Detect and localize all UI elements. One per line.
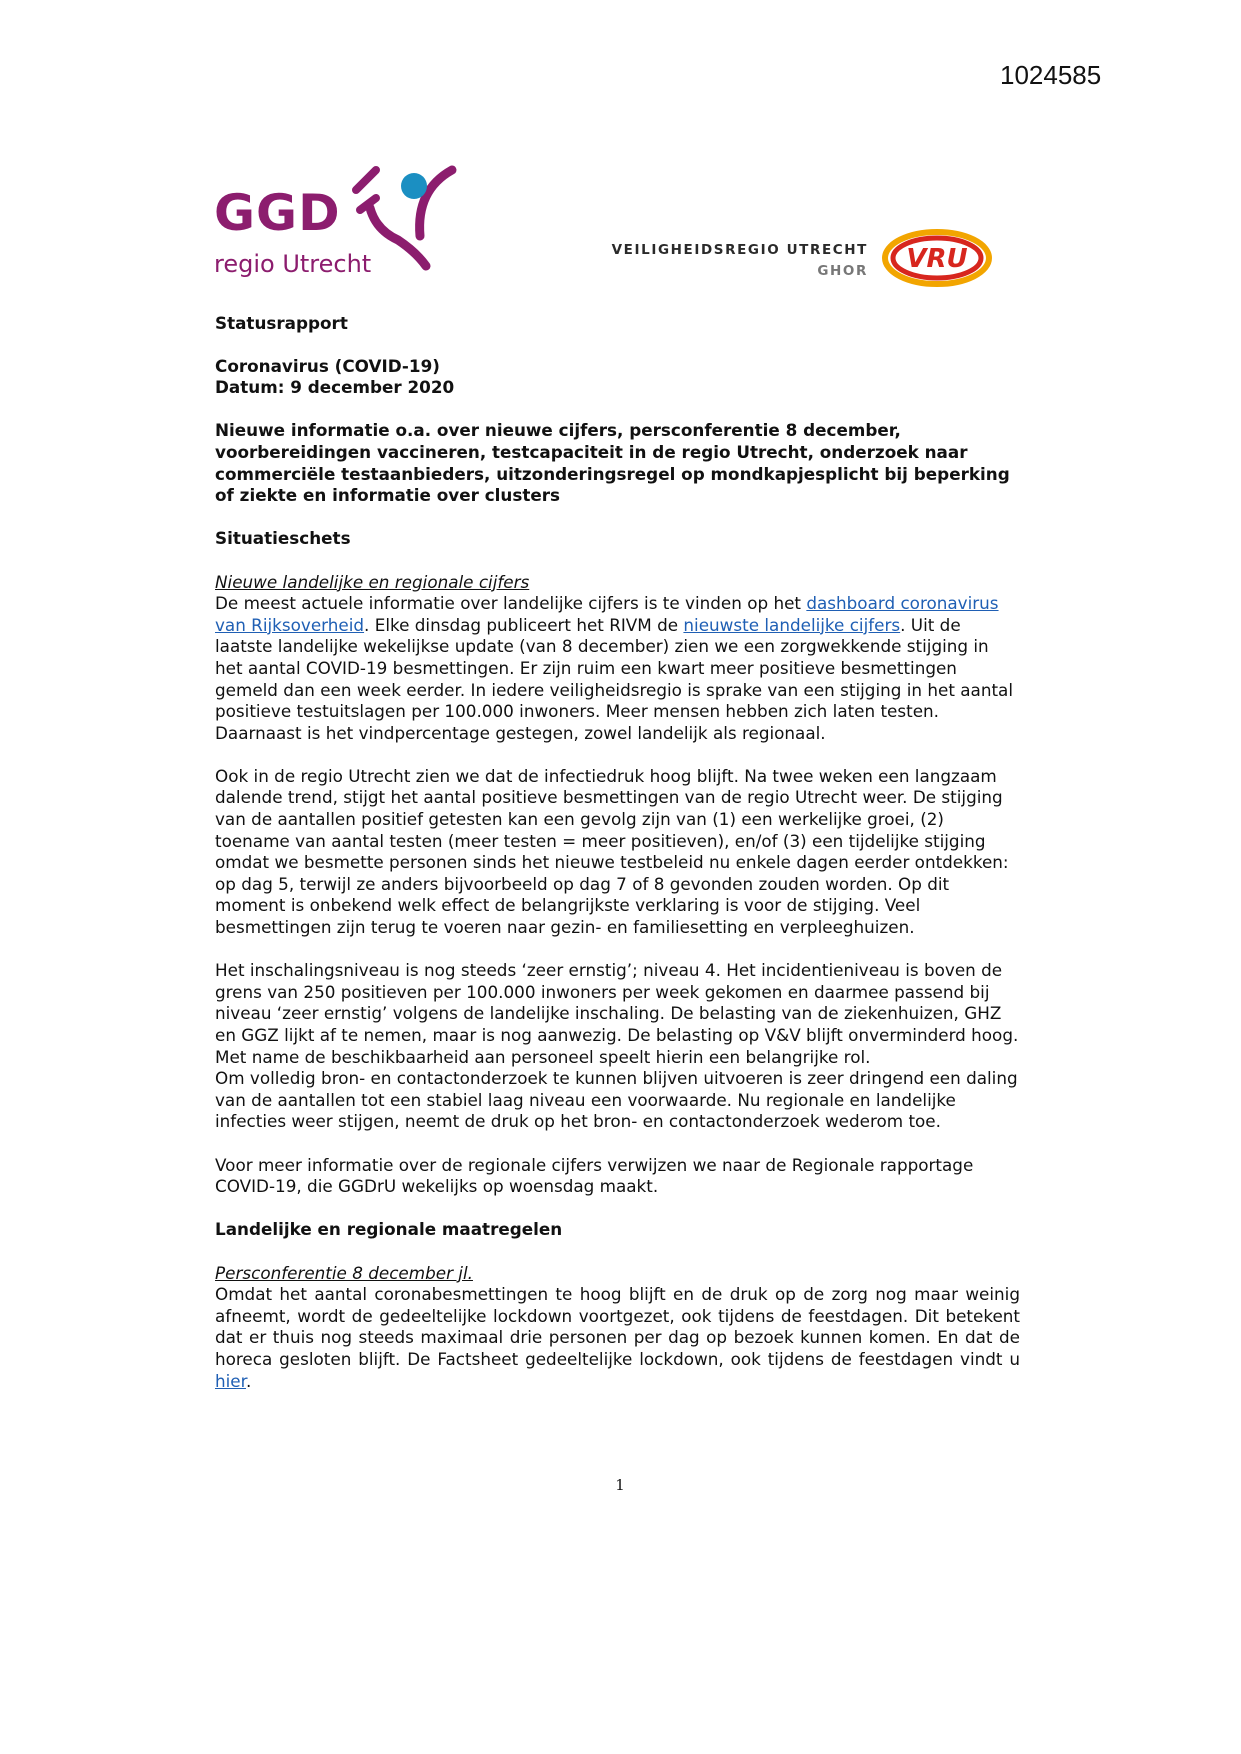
subheading-cijfers: Nieuwe landelijke en regionale cijfers bbox=[215, 571, 530, 592]
link-dashboard[interactable]: dashboard coronavirus van Rijksoverheid bbox=[215, 593, 999, 635]
doc-type: Statusrapport bbox=[215, 313, 348, 333]
vru-logo-text: VRU bbox=[906, 244, 968, 274]
paragraph-regio: Ook in de regio Utrecht zien we dat de infectiedruk hoog blijft. Na twee weken een langzaam dalende trend, stijgt het aantal positieve besmettingen van de regio Utrecht weer. De stijging van de aantallen positief getesten kan een gevolg zijn van (1) een werkelijke groei, (2) toename van aantal testen (meer testen = meer positieven), en/of (3) een tijdelijke stijging omdat we besmette personen sinds het nieuwe testbeleid nu enkele dagen eerder ontdekken: op dag 5, terwijl ze anders bijvoorbeeld op dag 7 of 8 gevonden zouden worden. Op dit moment is onbekend welk effect de belangrijkste verklaring is voor de stijging. Veel besmettingen zijn terug te voeren naar gezin- en familiesetting en verpleeghuizen. bbox=[215, 765, 1009, 938]
document-body bbox=[215, 313, 1020, 1392]
paragraph-rapportage: Voor meer informatie over de regionale cijfers verwijzen we naar de Regionale rapportage COVID-19, die GGDrU wekelijks op woensdag maakt. bbox=[215, 1154, 974, 1197]
paragraph-cijfers bbox=[215, 593, 1020, 744]
doc-title: Coronavirus (COVID-19) bbox=[215, 355, 440, 376]
paragraph-text: . Elke dinsdag publiceert het RIVM de bbox=[364, 614, 684, 635]
paragraph-text: . bbox=[245, 1370, 252, 1391]
doc-date: Datum: 9 december 2020 bbox=[215, 377, 455, 398]
vru-logo-icon bbox=[880, 228, 995, 292]
vru-logo-block bbox=[611, 228, 1015, 298]
subheading-persconferentie: Persconferentie 8 december jl. bbox=[215, 1262, 473, 1283]
ggd-logo-subtitle: regio Utrecht bbox=[214, 250, 372, 278]
page-number: 1 bbox=[615, 1476, 625, 1494]
paragraph-bco: Om volledig bron- en contactonderzoek te kunnen blijven uitvoeren is zeer dringend een daling van de aantallen tot een stabiel laag niveau een voorwaarde. Nu regionale en landelijke infecties weer stijgen, neemt de druk op het bron- en contactonderzoek wederom toe. bbox=[215, 1068, 1018, 1132]
doc-summary: Nieuwe informatie o.a. over nieuwe cijfers, persconferentie 8 december, voorbereidingen vaccineren, testcapaciteit in de regio Utrecht, onderzoek naar commerciële testaanbieders, uitzonderingsregel op mondkapjesplicht bij beperking of ziekte en informatie over clusters bbox=[215, 420, 1010, 506]
paragraph-text: Omdat het aantal coronabesmettingen te hoog blijft en de druk op de zorg nog maar weinig afneemt, wordt de gedeeltelijke lockdown voortgezet, ook tijdens de feestdagen. Dit betekent dat er thuis nog steeds maximaal drie personen per dag op bezoek kunnen komen. En dat de horeca gesloten blijft. De Factsheet gedeeltelijke lockdown, ook tijdens de feestdagen vindt u bbox=[215, 1284, 1020, 1369]
section-heading-maatregelen: Landelijke en regionale maatregelen bbox=[215, 1219, 563, 1240]
vru-subtitle: GHOR bbox=[817, 263, 868, 279]
section-heading-situatie: Situatieschets bbox=[215, 528, 351, 549]
ggd-figure-icon bbox=[346, 160, 466, 280]
ggd-logo bbox=[214, 160, 464, 285]
paragraph-text: De meest actuele informatie over landelijke cijfers is te vinden op het bbox=[215, 593, 807, 614]
paragraph-inschaling: Het inschalingsniveau is nog steeds ‘zeer ernstig’; niveau 4. Het incidentieniveau is boven de grens van 250 positieven per 100.000 inwoners per week gekomen en daarmee passend bij niveau ‘zeer ernstig’ volgens de landelijke inschaling. De belasting van de ziekenhuizen, GHZ en GGZ lijkt af te nemen, maar is nog aanwezig. De belasting op V&V blijft onverminderd hoog. Met name de beschikbaarheid aan personeel speelt hierin een belangrijke rol. bbox=[215, 960, 1019, 1067]
link-landelijke-cijfers[interactable]: nieuwste landelijke cijfers bbox=[683, 614, 901, 635]
ggd-logo-text: GGD bbox=[214, 184, 341, 242]
paragraph-text: . Uit de laatste landelijke wekelijkse update (van 8 december) zien we een zorgwekkende stijging in het aantal COVID-19 besmettingen. Er zijn ruim een kwart meer positieve besmettingen gemeld dan een week eerder. In iedere veiligheidsregio is sprake van een stijging in het aantal positieve testuitslagen per 100.000 inwoners. Meer mensen hebben zich laten testen. Daarnaast is het vindpercentage gestegen, zowel landelijk als regionaal. bbox=[215, 614, 1013, 743]
vru-name: VEILIGHEIDSREGIO UTRECHT bbox=[611, 242, 868, 258]
link-factsheet[interactable]: hier bbox=[215, 1370, 246, 1391]
paragraph-persconferentie bbox=[215, 1284, 1020, 1392]
document-number: 1024585 bbox=[1000, 60, 1102, 90]
